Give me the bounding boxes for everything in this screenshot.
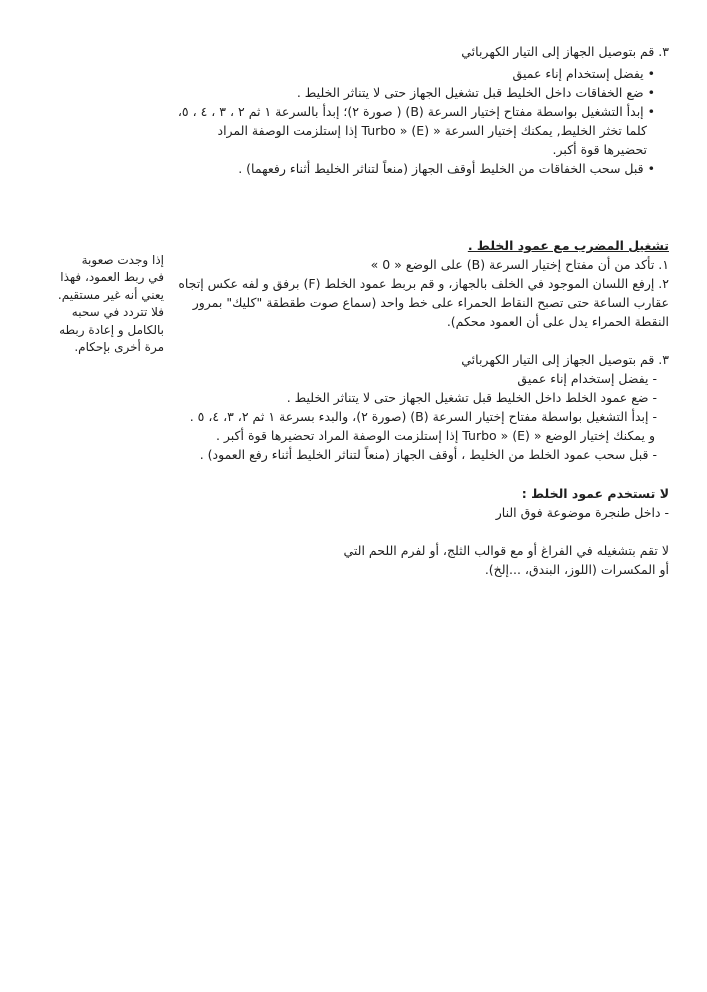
sidenote-line-3: يعني أنه غير مستقيم.	[57, 287, 164, 302]
sidenote-line-6: مرة أخرى بإحكام.	[74, 340, 164, 355]
section2-dash-1: - يفضل إستخدام إناء عميق	[517, 371, 657, 386]
section3-line-1: - داخل طنجرة موضوعة فوق النار	[495, 505, 669, 520]
sidenote-line-1: إذا وجدت صعوبة	[81, 253, 164, 267]
section1-bullet-1: • يفضل إستخدام إناء عميق	[512, 66, 655, 81]
section1-bullet-4: • قبل سحب الخفاقات من الخليط أوقف الجهاز (منعاً لتناثر الخليط أثناء رفعهما) .	[238, 161, 655, 176]
section2-line-3: عقارب الساعة حتى تصبح النقاط الحمراء على خط واحد (سماع صوت طقطقة "كليك" بمرور	[192, 295, 669, 310]
section3-warning-1: لا تقم بتشغيله في الفراغ أو مع قوالب الثلج، أو لفرم اللحم التي	[343, 543, 669, 558]
section2-line-2: ٢. إرفع اللسان الموجود في الخلف بالجهاز، و قم بربط عمود الخلط (F) برفق و لفه عكس إتجاه	[178, 276, 669, 291]
section1-bullet-2: • ضع الخفاقات داخل الخليط قبل تشغيل الجهاز حتى لا يتناثر الخليط .	[296, 85, 655, 100]
section1-bullet-3-cont: كلما تخثر الخليط, يمكنك إختيار السرعة « Turbo » (E) إذا إستلزمت الوصفة المراد	[217, 123, 647, 138]
section2-step3-title: ٣. قم بتوصيل الجهاز إلى التيار الكهربائي	[461, 352, 669, 367]
section2-dash-3-cont: و يمكنك إختيار الوضع « Turbo » (E) إذا إستلزمت الوصفة المراد تحضيرها قوة أكبر .	[215, 428, 655, 443]
sidenote	[42, 252, 164, 356]
section1-bullet-3: • إبدأ التشغيل بواسطة مفتاح إختيار السرعة (B) ( صورة ٢)؛ إبدأ بالسرعة ١ ثم ٢ ، ٣ ، ٤ ، ٥،	[177, 104, 655, 119]
section2-heading: تشغيل المضرب مع عمود الخلط .	[467, 238, 669, 253]
sidenote-line-5: بالكامل و إعادة ربطه	[59, 322, 164, 337]
section3-warning-2: أو المكسرات (اللوز، البندق، ...إلخ).	[484, 562, 669, 577]
section2-dash-3: - إبدأ التشغيل بواسطة مفتاح إختيار السرعة (B) (صورة ٢)، والبدء بسرعة ١ ثم ٢، ٣، ٤، ٥ .	[189, 409, 657, 424]
section3-heading: لا تستخدم عمود الخلط :	[521, 486, 669, 501]
section2-line-4: النقطة الحمراء يدل على أن العمود محكم).	[446, 314, 669, 329]
section2-dash-4: - قبل سحب عمود الخلط من الخليط ، أوقف الجهاز (منعاً لتناثر الخليط أثناء رفع العمود) .	[199, 447, 657, 462]
section1-step3-title: ٣. قم بتوصيل الجهاز إلى التيار الكهربائي	[461, 44, 669, 59]
sidenote-line-4: فلا تتردد في سحبه	[71, 305, 164, 320]
sidenote-line-2: في ربط العمود، فهذا	[60, 270, 164, 285]
section1-bullet-3-cont2: تحضيرها قوة أكبر.	[552, 142, 647, 157]
section2-line-1: ١. تأكد من أن مفتاح إختيار السرعة (B) على الوضع « 0 »	[370, 257, 669, 272]
section2-dash-2: - ضع عمود الخلط داخل الخليط قبل تشغيل الجهاز حتى لا يتناثر الخليط .	[286, 390, 657, 405]
